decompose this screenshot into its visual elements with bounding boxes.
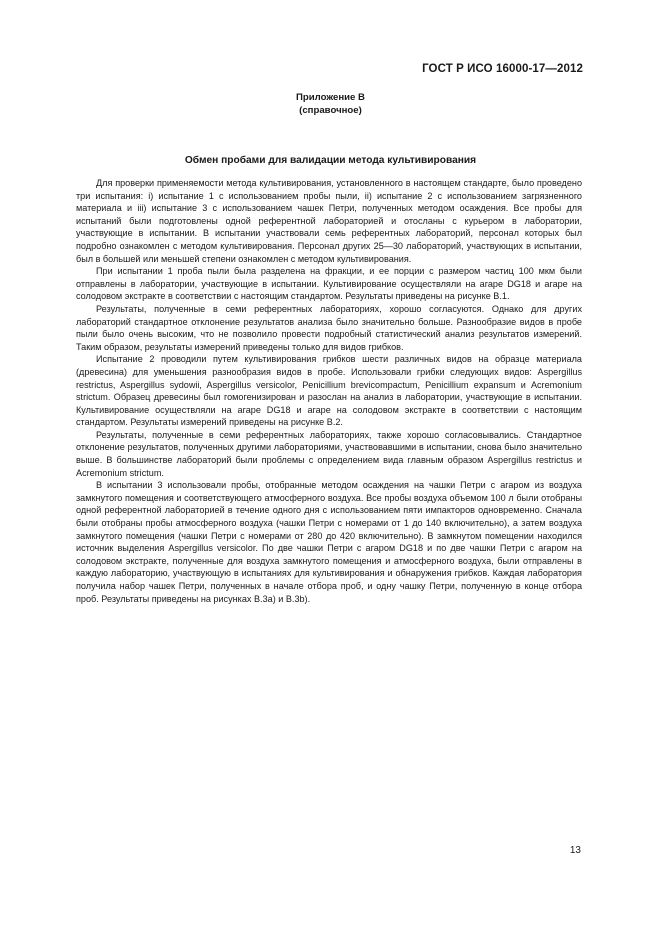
paragraph: В испытании 3 использовали пробы, отобранные методом осаждения на чашки Петри с агаром из воздуха замкнутого помещения и соответствующего атмосферного воздуха. Все пробы воздуха объемом 100 л были отобраны одной референтной лабораторией в течение одного дня с использованием пяти импакторов одновременно. Сначала были отобраны пробы атмосферного воздуха (чашки Петри с номерами от 1 до 140 включительно), а затем воздуха замкнутого помещения (чашки Петри с номерами от 280 до 420 включительно). В замкнутом помещении находился источник выделения Aspergillus versicolor. По две чашки Петри с агаром DG18 и по две чашки Петри с агаром на солодовом экстракте, полученные для воздуха замкнутого помещения и атмосферного воздуха, были отправлены в каждую лабораторию, участвующую в испытаниях для культивирования и обнаружения грибков. Каждая лаборатория получила набор чашек Петри, полученных в начале отбора проб, и одну чашку Петри, полученную в конце отбора проб. Результаты приведены на рисунках В.3а) и В.3b). — [76, 480, 582, 604]
annex-note: (справочное) — [299, 104, 362, 116]
paragraph: Для проверки применяемости метода культивирования, установленного в настоящем стандарте, было проведено три испытания: i) испытание 1 с использованием пробы пыли, ii) испытание 2 с использованием загрязненного материала и iii) испытание 3 с использованием чашек Петри, полученных методом осаждения. Все пробы для испытаний были подготовлены одной референтной лабораторией и отосланы с курьером в лаборатории, участвующие в испытании. В испытании участвовали семь референтных лабораторий, персонал которых был подробно ознакомлен с методом культивирования. Персонал других 25—30 лабораторий, участвующих в испытании, был в большей или меньшей степени ознакомлен с методом культивирования. — [76, 178, 582, 264]
annex-heading — [0, 92, 661, 117]
section-title: Обмен пробами для валидации метода культивирования — [184, 155, 477, 166]
page-number: 13 — [569, 845, 581, 856]
paragraph: Результаты, полученные в семи референтных лабораториях, также хорошо согласовывались. Стандартное отклонение результатов, полученных другими лабораториями, участвовавшими в испытании, снова было значительно выше. В большинстве лабораторий были проблемы с определением вида главным образом Aspergillus restrictus и Acremonium strictum. — [76, 429, 582, 478]
standard-code: ГОСТ Р ИСО 16000-17—2012 — [422, 63, 583, 75]
body-text — [76, 177, 582, 605]
paragraph: При испытании 1 проба пыли была разделена на фракции, и ее порции с размером частиц 100 мкм были отправлены в лаборатории, участвующие в испытании. Культивирование осуществляли на агаре DG18 и агаре на солодовом экстракте в соответствии с настоящим стандартом. Результаты приведены на рисунке В.1. — [76, 266, 582, 302]
annex-label: Приложение В — [296, 92, 365, 103]
paragraph: Результаты, полученные в семи референтных лабораториях, хорошо согласуются. Однако для других лабораторий стандартное отклонение результатов анализа было значительно больше. Разнообразие видов в пробе пыли было очень высоким, что не позволило провести подробный статистический анализ результатов измерений. Таким образом, результаты измерений приведены только для видов грибков. — [76, 303, 582, 352]
paragraph: Испытание 2 проводили путем культивирования грибков шести различных видов на образце материала (древесина) для уменьшения разнообразия видов в пробе. Использовали грибки следующих видов: Aspergillus restrictus, Aspergillus sydowii, Aspergillus versicolor, Penicillium brevicompactum, Penicillium expansum и Acremonium strictum. Образец древесины был гомогенизирован и разослан на анализ в лаборатории, участвующие в испытании. Культивирование осуществляли на агаре DG18 и агаре на солодовом экстракте в соответствии с настоящим стандартом. Результаты измерений приведены на рисунке В.2. — [76, 354, 582, 428]
